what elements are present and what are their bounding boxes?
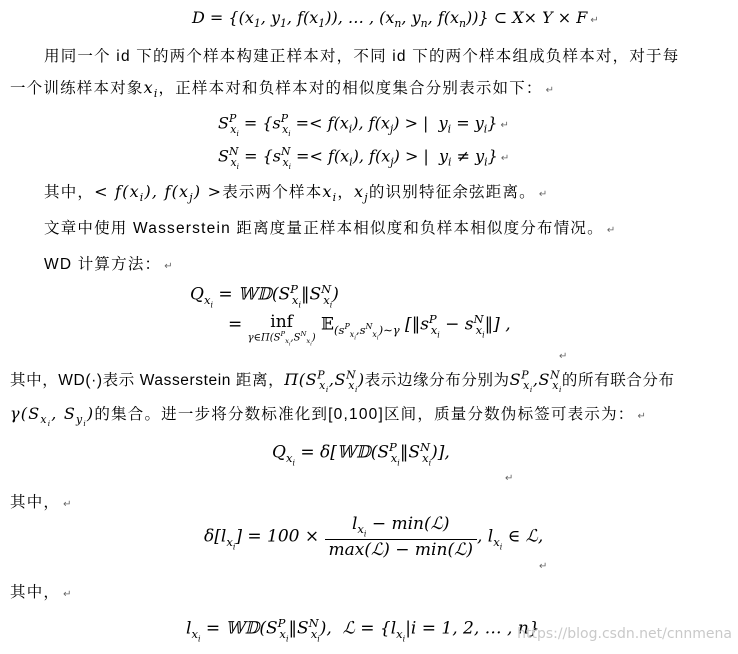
paragraph-4: WD 计算方法： ↵: [44, 256, 174, 273]
paragraph-mark-delta: ↵: [539, 561, 548, 572]
equation-delta: $\delta[l_{x_i}] = 100$ × $\frac{l_{x_i} - \min(ℒ)}{\text{max(ℒ) − min(ℒ)}}$ , $l_{x_i}$ ∈ ℒ,: [204, 514, 544, 560]
equation-q-line-1: $Q_{x_i}$ = $𝕎𝔻(S^P_{x_i}‖S^N_{x_i})$: [190, 282, 339, 310]
watermark: https://blog.csdn.net/cnnmena: [517, 626, 732, 642]
equation-sn: $S^N_{x_i} = \{s^N_{x_i} =< f(x_i)$, $f(x_j)$ > | $y_i \ne y_i$} ↵: [218, 145, 510, 171]
equation-d: $D = \{(x_1$, $y_1$, $f(x_1)$), … , ($x_n$, $y_n$, $f(x_n)$)} ⊂ X× Y × F ↵: [192, 8, 599, 31]
paragraph-5-line-1: 其中，WD(·)表示 Wasserstein 距离，$\Pi(S^P_{x_i},S^N_{x_i})$表示边缘分布分别为$S^P_{x_i},S^N_{x_i}$的所有联合分布: [10, 368, 675, 395]
equation-sp: $S^P_{x_i} = \{s^P_{x_i} =< f(x_i)$, $f(x_j)$ > | $y_i = y_i$} ↵: [218, 112, 509, 138]
paragraph-mark-q2: ↵: [505, 473, 514, 484]
paragraph-mark-q: ↵: [559, 351, 568, 362]
paragraph-3: 文章中使用 Wasserstein 距离度量正样本相似度和负样本相似度分布情况。 ↵: [44, 220, 617, 237]
paragraph-2: 其中，< $f(x_i)$, $f(x_j)$ >表示两个样本$x_i$，$x_j$的识别特征余弦距离。 ↵: [44, 182, 549, 205]
paragraph-7: 其中， ↵: [10, 584, 73, 601]
delta-fraction: $\frac{l_{x_i} - \min(ℒ)}{\text{max(ℒ) − min(ℒ)}}$: [325, 514, 477, 560]
equation-q-line-2: = inf $\gamma\in\Pi(S^P_{x_i},S^N_{x_i})$ 𝔼$_{(s^P_{x_i},s^N_{x_i})\sim\gamma}$ [$‖s^P_{x_i}$ − $s^N_{x_i}‖$] ,: [228, 312, 511, 348]
paragraph-1-line-1: 用同一个 id 下的两个样本构建正样本对，不同 id 下的两个样本组成负样本对，对于每: [44, 48, 680, 65]
paragraph-1-line-2: 一个训练样本对象$x_i$，正样本对和负样本对的相似度集合分别表示如下： ↵: [10, 78, 556, 101]
equation-l: $l_{x_i}$ = $𝕎𝔻(S^P_{x_i}‖S^N_{x_i})$, ℒ = {$l_{x_i}|i = 1$, 2, … , n}: [186, 616, 540, 644]
paragraph-6: 其中， ↵: [10, 494, 73, 511]
equation-q2: $Q_{x_i}$ = $\delta[𝕎𝔻(S^P_{x_i}‖S^N_{x_i})]$,: [272, 440, 450, 468]
paragraph-5-line-2: $\gamma(S_{x_i}$, $S_{y_i}$)的集合。进一步将分数标准化到[0,100]区间，质量分数伪标签可表示为： ↵: [10, 404, 648, 429]
